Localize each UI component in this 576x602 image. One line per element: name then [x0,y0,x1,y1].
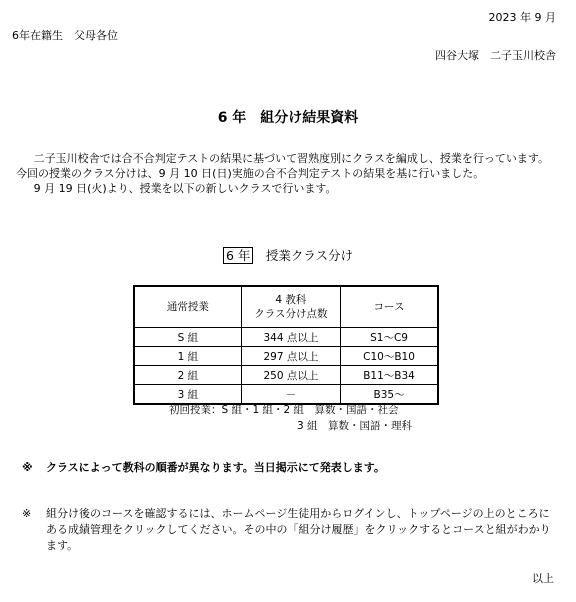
row-course: C10～B10 [341,347,438,366]
row-score: 250 点以上 [241,366,340,385]
table-row [134,385,438,405]
table-row [134,366,438,385]
document-title: 6 年 組分け結果資料 [217,110,359,126]
row-group: 1 組 [134,347,241,366]
sender-name: 四谷大塚 二子玉川校舎 [435,49,556,62]
row-course: B35～ [341,385,438,405]
first-class-note-1: 初回授業：S 組・1 組・2 組 算数・国語・社会 [169,404,399,416]
table-row [134,328,438,347]
header-score-line1: 4 教科 [275,294,307,306]
header-regular-class: 通常授業 [134,286,241,328]
row-course: B11～B34 [341,366,438,385]
class-assignment-table [133,285,439,405]
header-score-line2: クラス分け点数 [254,308,328,320]
header-course: コース [341,286,438,328]
addressee: 6年在籍生 父母各位 [12,29,118,42]
table-header-row [134,286,438,328]
grade-label: 6 年 [223,247,253,264]
remark-mark: ※ [22,461,33,474]
body-paragraph-1: 二子玉川校舎では合不合判定テストの結果に基づいて習熟度別にクラスを編成し、授業を行っています。今回の授業のクラス分けは、9 月 10 日(日)実施の合不合判定テストの結果を基に行いました。 [16,152,549,180]
header-score [241,286,340,328]
row-score: 297 点以上 [241,347,340,366]
remark-mark: ※ [22,507,32,520]
remark-text: クラスによって教科の順番が異なります。当日掲示にて発表します。 [46,461,385,474]
row-course: S1～C9 [341,328,438,347]
row-group: S 組 [134,328,241,347]
class-table-heading: 授業クラス分け [265,248,354,263]
remark-class-order [22,460,558,476]
row-group: 2 組 [134,366,241,385]
body-text [16,151,558,196]
document-date: 2023 年 9 月 [488,11,556,24]
remark-course-check [22,506,558,554]
row-score: 344 点以上 [241,328,340,347]
row-score: － [241,385,340,405]
class-table-title [0,250,576,263]
first-class-note-2: 3 組 算数・国語・理科 [297,420,413,432]
closing-word: 以上 [532,572,554,585]
row-group: 3 組 [134,385,241,405]
remark-text: 組分け後のコースを確認するには、ホームページ生徒用からログインし、トップページの上のところにある成績管理をクリックしてください。その中の「組分け履歴」をクリックするとコースと組がわかります。 [46,507,551,552]
table-row [134,347,438,366]
body-paragraph-2: 9 月 19 日(火)より、授業を以下の新しいクラスで行います。 [33,182,337,195]
